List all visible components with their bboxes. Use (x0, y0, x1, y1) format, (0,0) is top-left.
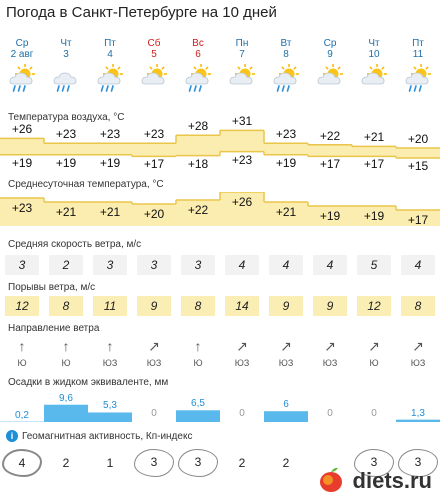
wind-dir-value: ЮЗ (322, 358, 338, 368)
temp-band-segment (88, 143, 132, 155)
precip-value: 0 (327, 408, 333, 419)
temp-min-value: +23 (231, 152, 253, 167)
temp-band-segment (132, 143, 176, 156)
temp-min-value: +18 (187, 156, 209, 171)
gust-value: 9 (137, 296, 171, 316)
temp-band-segment (44, 143, 88, 155)
wind-speed-value: 4 (401, 255, 435, 275)
day-name: Пт (104, 38, 116, 49)
gust-value: 9 (269, 296, 303, 316)
sun-cloud-rain-icon (0, 64, 44, 94)
geomag-label: Геомагнитная активность, Кп-индекс (22, 430, 193, 442)
temp-band-segment (396, 148, 440, 158)
day-column[interactable] (176, 38, 220, 94)
precip-value: 1,3 (411, 407, 425, 419)
day-name: Пт (412, 38, 424, 49)
days-header (0, 38, 440, 108)
gust-value: 8 (181, 296, 215, 316)
day-date: 10 (368, 49, 380, 60)
geomag-value: 3 (134, 449, 174, 477)
wind-arrow-icon: ↑ (18, 338, 26, 354)
air-temp-label: Температура воздуха, °С (8, 112, 125, 123)
precip-value: 6,5 (191, 398, 205, 410)
geomag-value: 3 (178, 449, 218, 477)
day-date: 4 (107, 49, 113, 60)
sun-cloud-rain-icon (88, 64, 132, 94)
temp-min-value: +19 (11, 155, 33, 170)
wind-arrow-icon: ↗ (148, 338, 160, 354)
sun-cloud-icon (132, 64, 176, 94)
precip-bar (88, 412, 132, 422)
watermark: diets.ru (352, 468, 432, 493)
day-column[interactable] (88, 38, 132, 94)
geomag-value: 2 (62, 456, 70, 470)
wind-speed-label: Средняя скорость ветра, м/с (8, 239, 142, 250)
temp-band-segment (0, 138, 44, 154)
wind-arrow-icon: ↗ (280, 338, 292, 354)
geomag-value: 4 (2, 449, 42, 477)
wind-arrow-icon: ↗ (236, 338, 248, 354)
wind-speed-value: 2 (49, 255, 83, 275)
day-name: Чт (60, 38, 72, 49)
gust-value: 9 (313, 296, 347, 316)
wind-speed-value: 4 (225, 255, 259, 275)
day-name: Пн (235, 38, 249, 49)
day-name: Чт (368, 38, 380, 49)
gust-value: 8 (49, 296, 83, 316)
precip-bar (44, 405, 88, 422)
day-name: Ср (15, 38, 29, 49)
day-column[interactable] (352, 38, 396, 94)
sun-cloud-rain-icon (264, 64, 308, 94)
wind-speed-value: 3 (5, 255, 39, 275)
gusts-label: Порывы ветра, м/с (8, 282, 96, 293)
gust-value: 12 (5, 296, 39, 316)
temp-max-value: +21 (363, 130, 385, 145)
temp-band-segment (308, 145, 352, 157)
wind-dir-value: ЮЗ (146, 358, 162, 368)
avg-temp-value: +21 (275, 205, 297, 219)
temp-max-value: +20 (407, 132, 429, 146)
day-date: 7 (239, 49, 245, 60)
sun-cloud-icon (308, 64, 352, 94)
temp-max-value: +23 (143, 127, 165, 142)
wind-dir-value: Ю (193, 358, 203, 368)
temp-max-value: +22 (319, 128, 341, 143)
gust-value: 8 (401, 296, 435, 316)
gust-value: 14 (225, 296, 259, 316)
wind-arrow-icon: ↑ (62, 338, 70, 354)
wind-dir-value: Ю (61, 358, 71, 368)
wind-speed-value: 3 (137, 255, 171, 275)
temp-min-value: +19 (55, 155, 77, 170)
day-date: 11 (412, 49, 424, 60)
wind-dir-value: Ю (369, 358, 379, 368)
precip-value: 5,3 (103, 400, 117, 412)
temp-max-value: +23 (55, 127, 77, 142)
day-date: 3 (63, 49, 69, 60)
avg-temp-value: +21 (99, 205, 121, 219)
sun-cloud-rain-icon (396, 64, 440, 94)
precip-value: 6 (283, 399, 289, 411)
day-date: 8 (283, 49, 289, 60)
temp-max-value: +26 (11, 122, 33, 137)
day-date: 9 (327, 49, 333, 60)
temp-min-value: +17 (319, 157, 341, 172)
precip-value: 0 (239, 408, 245, 419)
wind-dir-label: Направление ветра (8, 323, 100, 334)
wind-speed-value: 5 (357, 255, 391, 275)
temp-min-value: +19 (99, 155, 121, 170)
avg-temp-label: Среднесуточная температура, °С (8, 179, 164, 190)
day-column[interactable] (0, 38, 44, 94)
day-name: Вт (280, 38, 292, 49)
temp-min-value: +17 (143, 157, 165, 172)
day-name: Вс (192, 38, 204, 49)
avg-temp-value: +21 (55, 205, 77, 219)
wind-speed-value: 4 (269, 255, 303, 275)
wind-speed-value: 3 (181, 255, 215, 275)
day-column[interactable] (132, 38, 176, 94)
avg-temp-value: +17 (407, 213, 429, 227)
geomag-value: 2 (238, 456, 246, 470)
precip-value: 9,6 (59, 392, 73, 404)
wind-dir-value: ЮЗ (102, 358, 118, 368)
apple-logo-icon (316, 464, 346, 494)
avg-temp-value: +20 (143, 207, 165, 221)
precip-bar (264, 411, 308, 422)
temp-max-value: +31 (231, 114, 253, 129)
day-name: Сб (147, 38, 161, 49)
precip-value: 0 (151, 408, 157, 419)
info-icon[interactable]: i (6, 430, 18, 442)
wind-arrow-icon: ↗ (324, 338, 336, 354)
gust-value: 11 (93, 296, 127, 316)
day-column[interactable] (220, 38, 264, 94)
geomag-header (6, 430, 192, 442)
wind-arrow-icon: ↑ (194, 338, 202, 354)
avg-temp-value: +26 (231, 195, 253, 209)
temp-min-value: +19 (275, 155, 297, 170)
cloud-rain-icon (44, 64, 88, 94)
precip-bar (176, 410, 220, 422)
day-date: 2 авг (10, 49, 34, 60)
avg-temp-value: +19 (363, 209, 385, 223)
wind-dir-value: ЮЗ (234, 358, 250, 368)
wind-arrow-icon: ↑ (106, 338, 114, 354)
temp-min-value: +17 (363, 157, 385, 172)
day-name: Ср (323, 38, 337, 49)
avg-temp-value: +23 (11, 201, 33, 215)
sun-cloud-icon (220, 64, 264, 94)
day-date: 6 (195, 49, 201, 60)
day-column[interactable] (308, 38, 352, 94)
geomag-value: 3 (354, 449, 394, 477)
diets-logo (316, 464, 346, 494)
precip-label: Осадки в жидком эквиваленте, мм (8, 377, 169, 388)
temp-max-value: +28 (187, 119, 209, 134)
day-date: 5 (151, 49, 157, 60)
geomag-value: 2 (282, 456, 290, 470)
sun-cloud-icon (352, 64, 396, 94)
wind-dir-value: ЮЗ (278, 358, 294, 368)
wind-arrow-icon: ↗ (368, 338, 380, 354)
wind-dir-value: Ю (17, 358, 27, 368)
precip-bar (396, 420, 440, 422)
wind-arrow-icon: ↗ (412, 338, 424, 354)
sun-cloud-rain-icon (176, 64, 220, 94)
geomag-value: 1 (106, 456, 114, 470)
precip-value: 0 (371, 408, 377, 419)
precip-value: 0,2 (15, 409, 29, 421)
temp-band-segment (176, 135, 220, 155)
wind-dir-value: ЮЗ (410, 358, 426, 368)
temp-band-segment (264, 143, 308, 155)
wind-speed-value: 4 (313, 255, 347, 275)
temp-max-value: +23 (275, 127, 297, 142)
page-title: Погода в Санкт-Петербурге на 10 дней (6, 4, 277, 21)
temp-min-value: +15 (407, 159, 429, 173)
avg-temp-value: +22 (187, 203, 209, 217)
gust-value: 12 (357, 296, 391, 316)
temp-band-segment (220, 130, 264, 151)
day-column[interactable] (264, 38, 308, 94)
day-column[interactable] (396, 38, 440, 94)
day-column[interactable] (44, 38, 88, 94)
temp-max-value: +23 (99, 127, 121, 142)
geomag-value: 3 (398, 449, 438, 477)
avg-temp-value: +19 (319, 209, 341, 223)
wind-speed-value: 3 (93, 255, 127, 275)
temp-band-segment (352, 146, 396, 156)
